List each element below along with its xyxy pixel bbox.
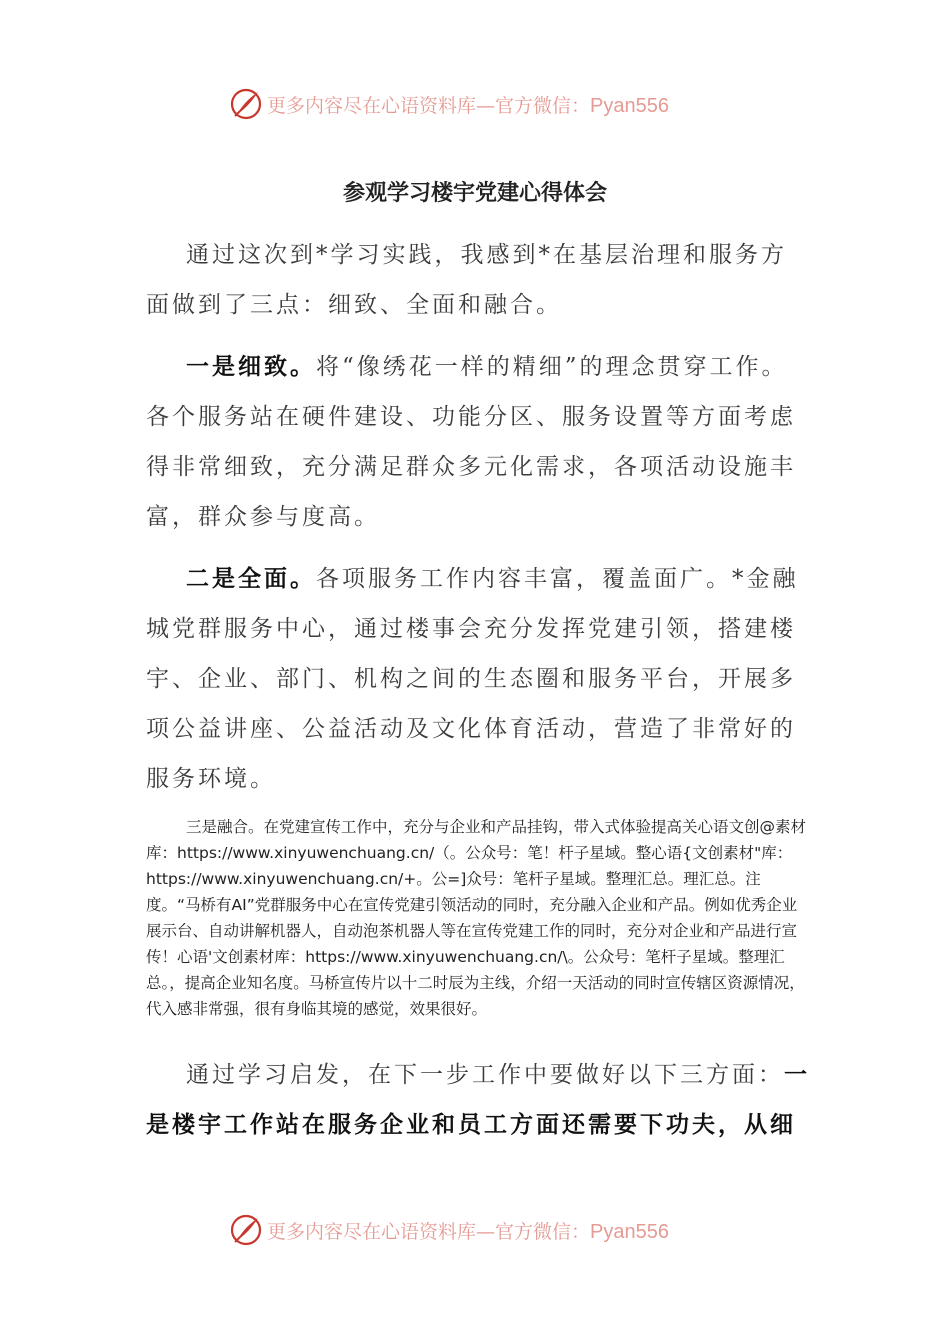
point1-paragraph <box>146 342 810 542</box>
document-title: 参观学习楼宇党建心得体会 <box>342 181 607 206</box>
point2-body: 各项服务工作内容丰富，覆盖面广。*金融城党群服务中心，通过楼事会充分发挥党建引领，搭建楼宇、企业、部门、机构之间的生态圈和服务平台，开展多项公益讲座、公益活动及文化体育活动，营造了非常好的服务环境。 <box>146 566 799 792</box>
closing-paragraph <box>146 1050 810 1150</box>
watermark-banner-bottom <box>229 1212 789 1248</box>
watermark-handle: Pyan556 <box>590 1220 669 1243</box>
point3-paragraph: 三是融合。在党建宣传工作中，充分与企业和产品挂钩，带入式体验提高关心语文创@素材库：https://www.xinyuwenchuang.cn/（。公众号：笔！杆子星域。整心语{文创素材"库：https://www.xinyuwenchuang.cn/+。公=]众号：笔杆子星域。整理汇总。理汇总。注度。“马桥有AI”党群服务中心在宣传党建引领活动的同时，充分融入企业和产品。例如优秀企业展示台、自动讲解机器人，自动泡茶机器人等在宣传党建工作的同时，充分对企业和产品进行宣传！心语'文创素材库：https://www.xinyuwenchuang.cn/\。公众号：笔杆子星域。整理汇总。，提高企业知名度。马桥宣传片以十二时辰为主线，介绍一天活动的同时宣传辖区资源情况，代入感非常强，很有身临其境的感觉，效果很好。 <box>146 818 807 1018</box>
point2-heading: 二是全面。 <box>186 566 316 592</box>
watermark-handle: Pyan556 <box>590 94 669 117</box>
point2-paragraph <box>146 554 810 804</box>
point1-body: 将“像绣花一样的精细”的理念贯穿工作。各个服务站在硬件建设、功能分区、服务设置等方面考虑得非常细致，充分满足群众多元化需求，各项活动设施丰富，群众参与度高。 <box>146 354 796 530</box>
quill-logo-icon <box>229 87 263 121</box>
closing-lead: 通过学习启发，在下一步工作中要做好以下三方面： <box>186 1062 784 1088</box>
closing-strong: 一是楼宇工作站在服务企业和员工方面还需要下功夫，从细 <box>146 1062 810 1138</box>
quill-logo-icon <box>229 1213 263 1247</box>
watermark-text: 更多内容尽在心语资料库—官方微信：Pyan556 <box>267 1220 669 1243</box>
watermark-text: 更多内容尽在心语资料库—官方微信：Pyan556 <box>267 94 669 117</box>
watermark-banner-top <box>229 86 789 122</box>
point1-heading: 一是细致。 <box>186 354 316 380</box>
intro-paragraph: 通过这次到*学习实践，我感到*在基层治理和服务方面做到了三点：细致、全面和融合。 <box>146 242 787 318</box>
